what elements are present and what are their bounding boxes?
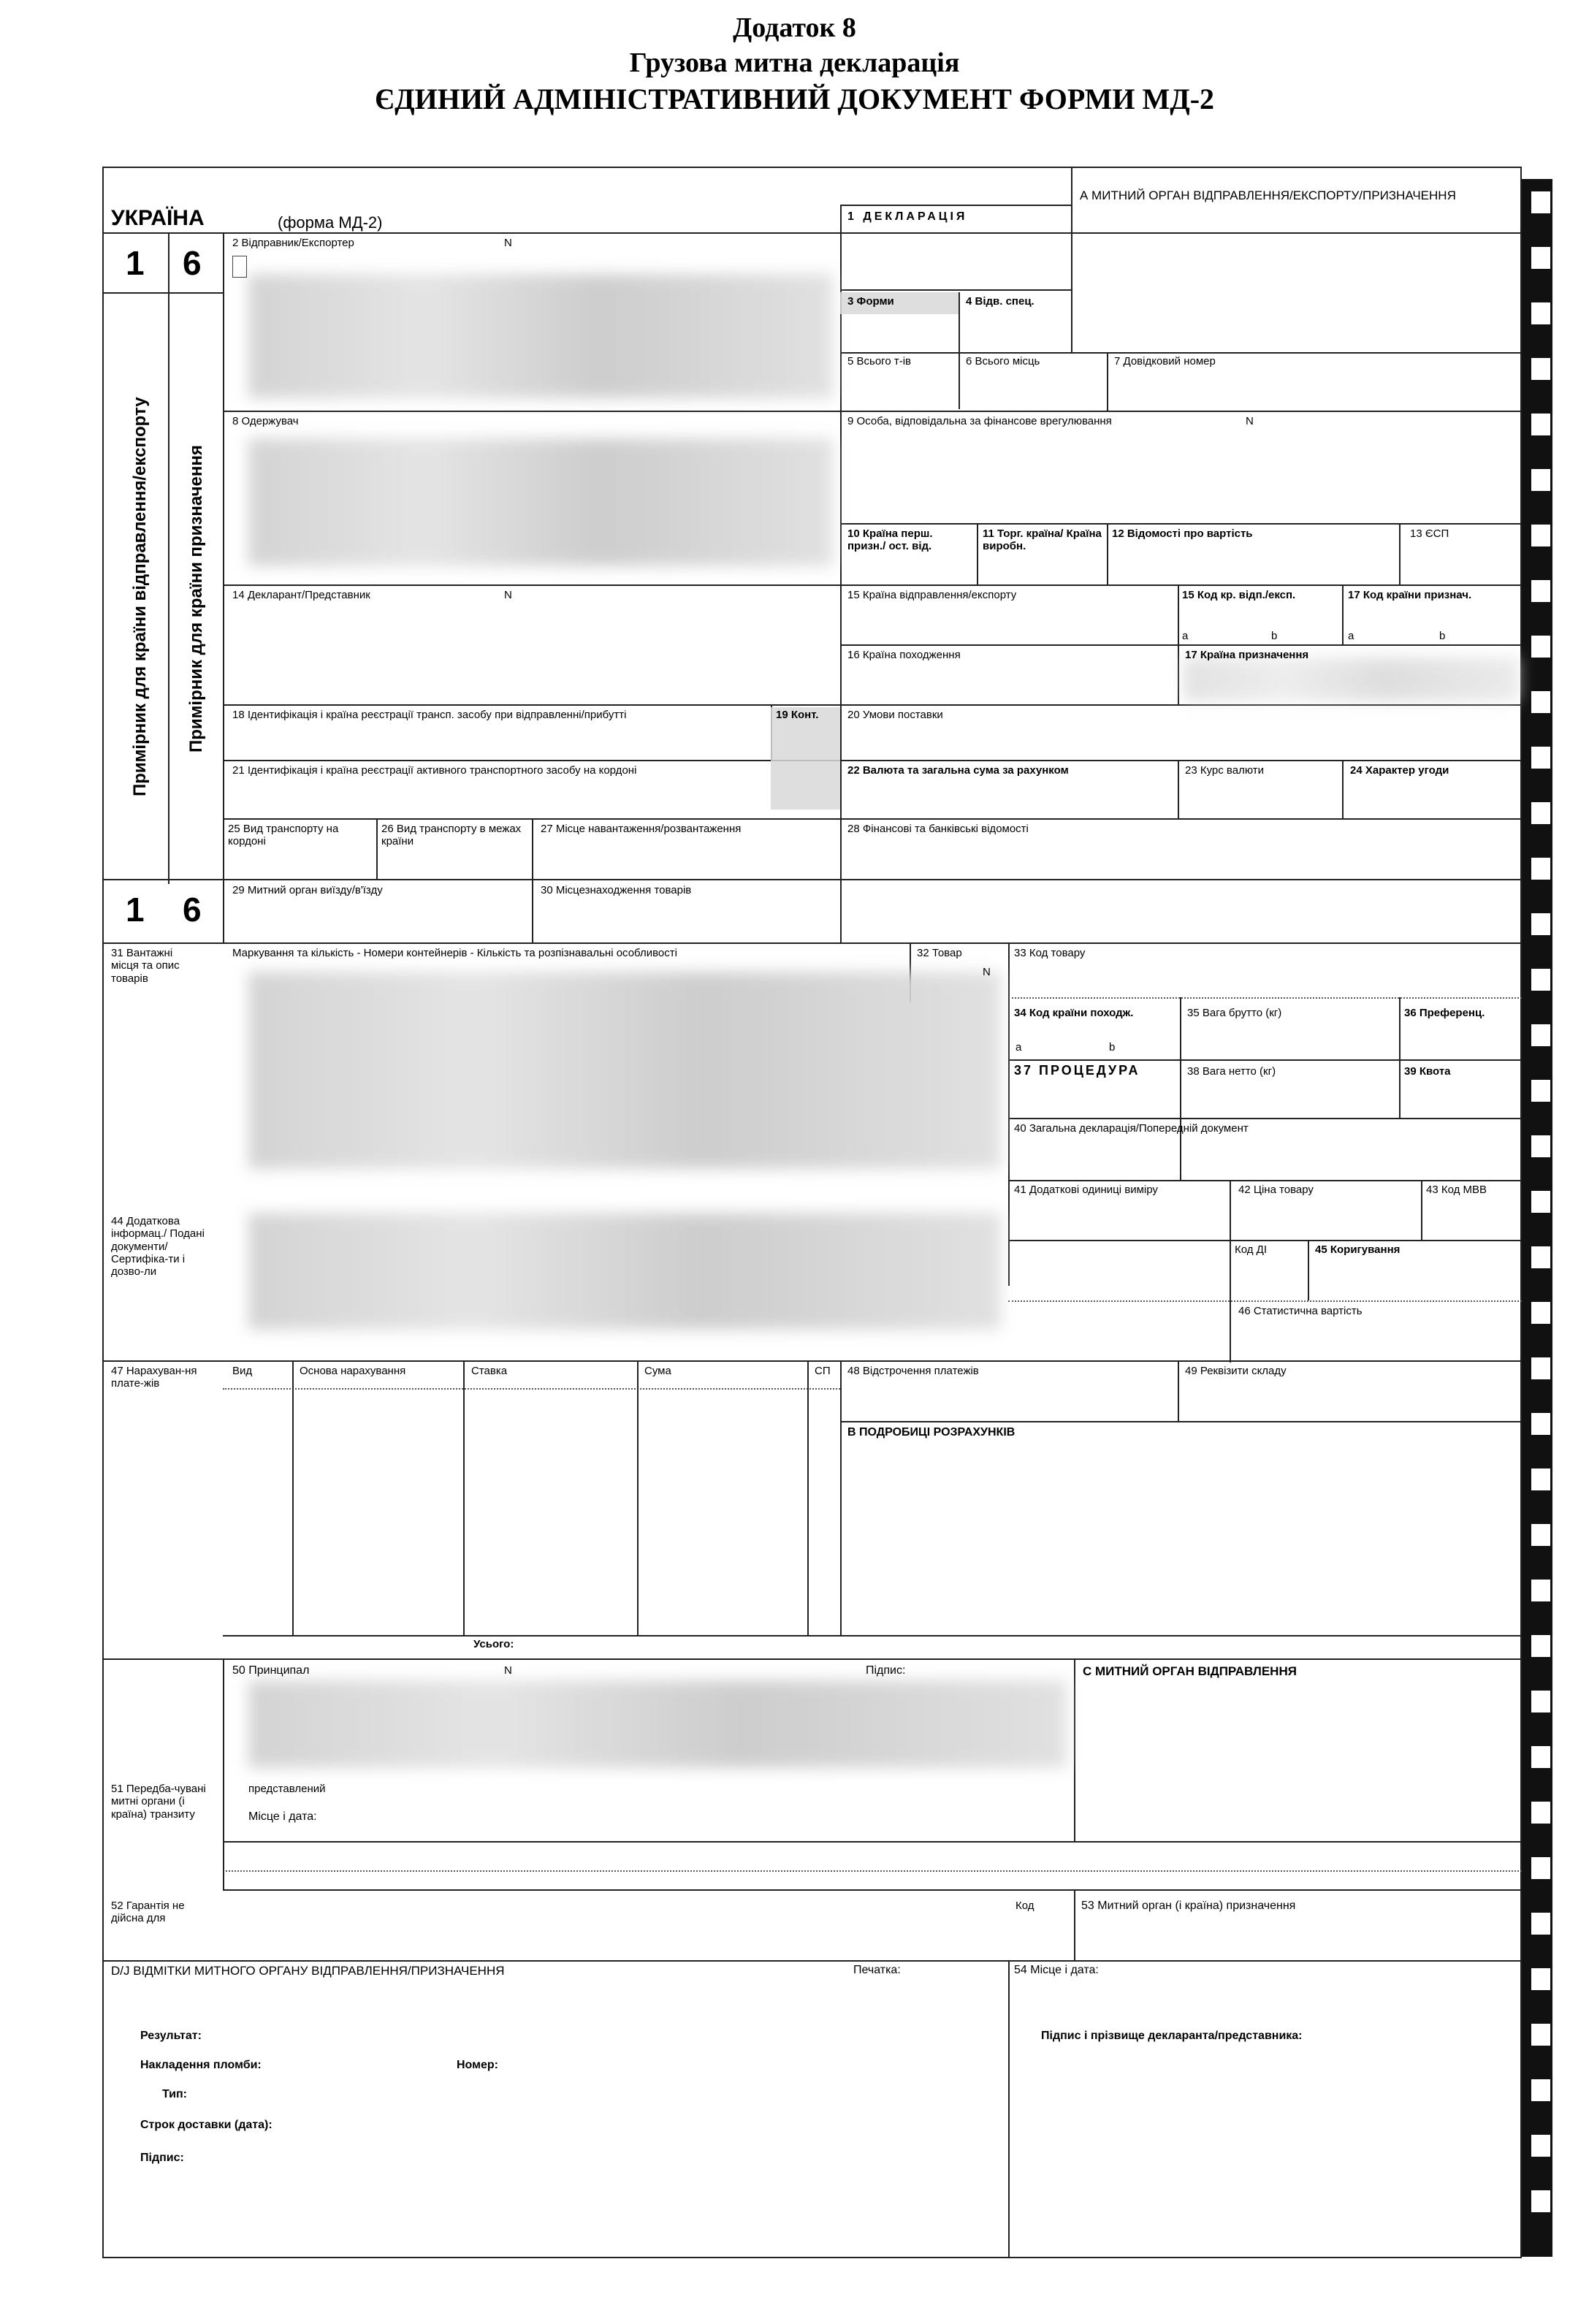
box-26: 26 Вид транспорту в межах країни xyxy=(381,823,522,848)
film-perforation xyxy=(1531,1691,1550,1712)
film-perforation xyxy=(1531,1635,1550,1657)
box-50-n: N xyxy=(504,1664,512,1677)
box-43: 43 Код МВВ xyxy=(1426,1184,1487,1196)
film-perforation xyxy=(1531,2079,1550,2101)
declarant-signature-label: Підпис і прізвище декларанта/представника: xyxy=(1041,2030,1303,2042)
box-34-a: a xyxy=(1015,1041,1022,1054)
film-perforation xyxy=(1531,1024,1550,1046)
film-perforation xyxy=(1531,1524,1550,1546)
film-perforation xyxy=(1531,1135,1550,1157)
box-34: 34 Код країни походж. xyxy=(1014,1007,1134,1019)
vertical-label-destination: Примірник для країни призначення xyxy=(186,445,206,753)
box-41: 41 Додаткові одиниці виміру xyxy=(1014,1184,1158,1196)
box-a: А МИТНИЙ ОРГАН ВІДПРАВЛЕННЯ/ЕКСПОРТУ/ПРИЗНАЧЕННЯ xyxy=(1080,188,1456,202)
box-22: 22 Валюта та загальна сума за рахунком xyxy=(847,764,1069,777)
col-vyd: Вид xyxy=(232,1365,253,1377)
box-14-n: N xyxy=(504,589,512,601)
box-23: 23 Курс валюти xyxy=(1185,764,1264,777)
col-suma: Сума xyxy=(644,1365,671,1377)
total-label: Усього: xyxy=(473,1638,514,1650)
box-37: 37 ПРОЦЕДУРА xyxy=(1014,1063,1140,1078)
box-50-representative: представлений xyxy=(248,1783,326,1795)
box-14: 14 Декларант/Представник xyxy=(232,589,370,601)
film-perforation xyxy=(1531,191,1550,213)
box-2-n: N xyxy=(504,237,512,249)
film-perforation xyxy=(1531,414,1550,435)
copy-number-right-bottom: 6 xyxy=(183,891,202,929)
box-24: 24 Характер угоди xyxy=(1350,764,1449,777)
film-perforation xyxy=(1531,1580,1550,1601)
box-15a: 15 Код кр. відп./експ. xyxy=(1182,589,1296,601)
box-17a-a: a xyxy=(1348,630,1354,642)
film-perforation xyxy=(1531,1468,1550,1490)
box-46: 46 Статистична вартість xyxy=(1238,1305,1363,1317)
box-49: 49 Реквізити складу xyxy=(1185,1365,1287,1377)
film-perforation xyxy=(1531,1746,1550,1768)
box-4: 4 Відв. спец. xyxy=(966,295,1034,308)
film-perforation xyxy=(1531,1802,1550,1824)
box-15a-b: b xyxy=(1271,630,1278,642)
film-perforation xyxy=(1531,969,1550,991)
col-stavka: Ставка xyxy=(471,1365,508,1377)
film-perforation xyxy=(1531,858,1550,880)
number-label: Номер: xyxy=(457,2059,498,2071)
film-perforation xyxy=(1531,747,1550,769)
box-d: D/J ВІДМІТКИ МИТНОГО ОРГАНУ ВІДПРАВЛЕННЯ/ПРИЗНАЧЕННЯ xyxy=(111,1964,505,1978)
box-31-description: Маркування та кількість - Номери контейнерів - Кількість та розпізнавальні особливості xyxy=(232,947,677,959)
film-perforation xyxy=(1531,1302,1550,1324)
type-label: Тип: xyxy=(162,2088,187,2100)
box-28: 28 Фінансові та банківські відомості xyxy=(847,823,1029,835)
box-54: 54 Місце і дата: xyxy=(1014,1964,1099,1976)
film-perforation xyxy=(1531,1857,1550,1879)
film-perforation xyxy=(1531,1357,1550,1379)
box-52: 52 Гарантія не дійсна для xyxy=(111,1900,185,1925)
film-perforation xyxy=(1531,2190,1550,2212)
box-39: 39 Квота xyxy=(1404,1065,1451,1078)
film-perforation xyxy=(1531,469,1550,491)
document-subtitle: ЄДИНИЙ АДМІНІСТРАТИВНИЙ ДОКУМЕНТ ФОРМИ МД-2 xyxy=(374,83,1215,115)
col-osnova: Основа нарахування xyxy=(300,1365,406,1377)
box-2-checkbox[interactable] xyxy=(232,256,247,278)
box-44-code: Код ДІ xyxy=(1235,1243,1267,1256)
box-50-place: Місце і дата: xyxy=(248,1810,317,1823)
film-perforation xyxy=(1531,1913,1550,1935)
box-50-sign: Підпис: xyxy=(866,1664,906,1677)
box-53: 53 Митний орган (і країна) призначення xyxy=(1081,1900,1296,1912)
box-36: 36 Преференц. xyxy=(1404,1007,1485,1019)
box-15: 15 Країна відправлення/експорту xyxy=(847,589,1017,601)
seals-label: Накладення пломби: xyxy=(140,2059,262,2071)
box-9-n: N xyxy=(1246,415,1254,427)
box-11: 11 Торг. країна/ Країна виробн. xyxy=(983,527,1102,553)
film-perforation xyxy=(1531,802,1550,824)
box-51: 51 Передба-чувані митні органи (і країна) транзиту xyxy=(111,1783,206,1821)
film-perforation xyxy=(1531,247,1550,269)
country-label: УКРАЇНА xyxy=(111,206,205,230)
copy-number-left: 1 xyxy=(126,244,145,282)
signature-label: Підпис: xyxy=(140,2152,184,2164)
box-42: 42 Ціна товару xyxy=(1238,1184,1314,1196)
box-18: 18 Ідентифікація і країна реєстрації трансп. засобу при відправленні/прибутті xyxy=(232,709,627,721)
box-17: 17 Країна призначення xyxy=(1185,649,1309,661)
film-perforation xyxy=(1531,525,1550,546)
box-32: 32 Товар xyxy=(917,947,962,959)
box-27: 27 Місце навантаження/розвантаження xyxy=(541,823,742,835)
box-19: 19 Конт. xyxy=(776,709,819,721)
box-52-code: Код xyxy=(1015,1900,1034,1912)
box-1: 1 ДЕКЛАРАЦІЯ xyxy=(847,210,968,223)
box-20: 20 Умови поставки xyxy=(847,709,943,721)
result-label: Результат: xyxy=(140,2030,202,2042)
film-perforation xyxy=(1531,2024,1550,2046)
box-29: 29 Митний орган виїзду/в'їзду xyxy=(232,884,383,896)
box-35: 35 Вага брутто (кг) xyxy=(1187,1007,1282,1019)
box-40: 40 Загальна декларація/Попередній документ xyxy=(1014,1122,1249,1135)
box-12: 12 Відомості про вартість xyxy=(1112,527,1253,540)
film-perforation xyxy=(1531,580,1550,602)
film-perforation xyxy=(1531,1246,1550,1268)
box-10: 10 Країна перш. призн./ ост. від. xyxy=(847,527,933,553)
form-code: (форма МД-2) xyxy=(278,213,383,232)
box-50: 50 Принципал xyxy=(232,1664,310,1677)
box-c: С МИТНИЙ ОРГАН ВІДПРАВЛЕННЯ xyxy=(1083,1664,1297,1678)
box-d-stamp: Печатка: xyxy=(853,1964,901,1976)
box-31: 31 Вантажні місця та опис товарів xyxy=(111,947,180,985)
film-perforation xyxy=(1531,358,1550,380)
film-perforation xyxy=(1531,1080,1550,1102)
box-21: 21 Ідентифікація і країна реєстрації активного транспортного засобу на кордоні xyxy=(232,764,637,777)
film-perforation xyxy=(1531,913,1550,935)
box-16: 16 Країна походження xyxy=(847,649,961,661)
box-13: 13 ЄСП xyxy=(1410,527,1449,540)
box-34-b: b xyxy=(1109,1041,1116,1054)
box-5: 5 Всього т-ів xyxy=(847,355,911,367)
box-17a: 17 Код країни признач. xyxy=(1348,589,1472,601)
box-30: 30 Місцезнаходження товарів xyxy=(541,884,692,896)
copy-number-left-bottom: 1 xyxy=(126,891,145,929)
film-perforation xyxy=(1531,302,1550,324)
box-33: 33 Код товару xyxy=(1014,947,1086,959)
col-sp: СП xyxy=(815,1365,831,1377)
document-title: Грузова митна декларація xyxy=(629,47,960,78)
box-48: 48 Відстрочення платежів xyxy=(847,1365,979,1377)
box-2: 2 Відправник/Експортер xyxy=(232,237,354,249)
film-perforation xyxy=(1531,636,1550,658)
box-7: 7 Довідковий номер xyxy=(1114,355,1216,367)
box-25: 25 Вид транспорту на кордоні xyxy=(228,823,339,848)
box-b: В ПОДРОБИЦІ РОЗРАХУНКІВ xyxy=(847,1426,1015,1439)
appendix-title: Додаток 8 xyxy=(733,12,856,43)
film-perforation xyxy=(1531,691,1550,713)
box-15a-a: a xyxy=(1182,630,1189,642)
box-32-n: N xyxy=(983,966,991,978)
deadline-label: Строк доставки (дата): xyxy=(140,2119,273,2131)
box-44: 44 Додаткова інформац./ Подані документи/ Сертифіка-ти і дозво-ли xyxy=(111,1215,205,1278)
box-9: 9 Особа, відповідальна за фінансове врегулювання xyxy=(847,415,1112,427)
box-45: 45 Коригування xyxy=(1315,1243,1401,1256)
box-3: 3 Форми xyxy=(847,295,894,308)
film-perforation xyxy=(1531,1968,1550,1990)
box-6: 6 Всього місць xyxy=(966,355,1040,367)
box-47: 47 Нарахуван-ня плате-жів xyxy=(111,1365,197,1390)
box-17a-b: b xyxy=(1439,630,1446,642)
film-perforation xyxy=(1531,1413,1550,1435)
box-8: 8 Одержувач xyxy=(232,415,299,427)
vertical-label-export: Примірник для країни відправлення/експорту xyxy=(130,397,150,796)
film-perforation xyxy=(1531,1191,1550,1213)
copy-number-right: 6 xyxy=(183,244,202,282)
film-perforation xyxy=(1531,2135,1550,2157)
box-38: 38 Вага нетто (кг) xyxy=(1187,1065,1276,1078)
